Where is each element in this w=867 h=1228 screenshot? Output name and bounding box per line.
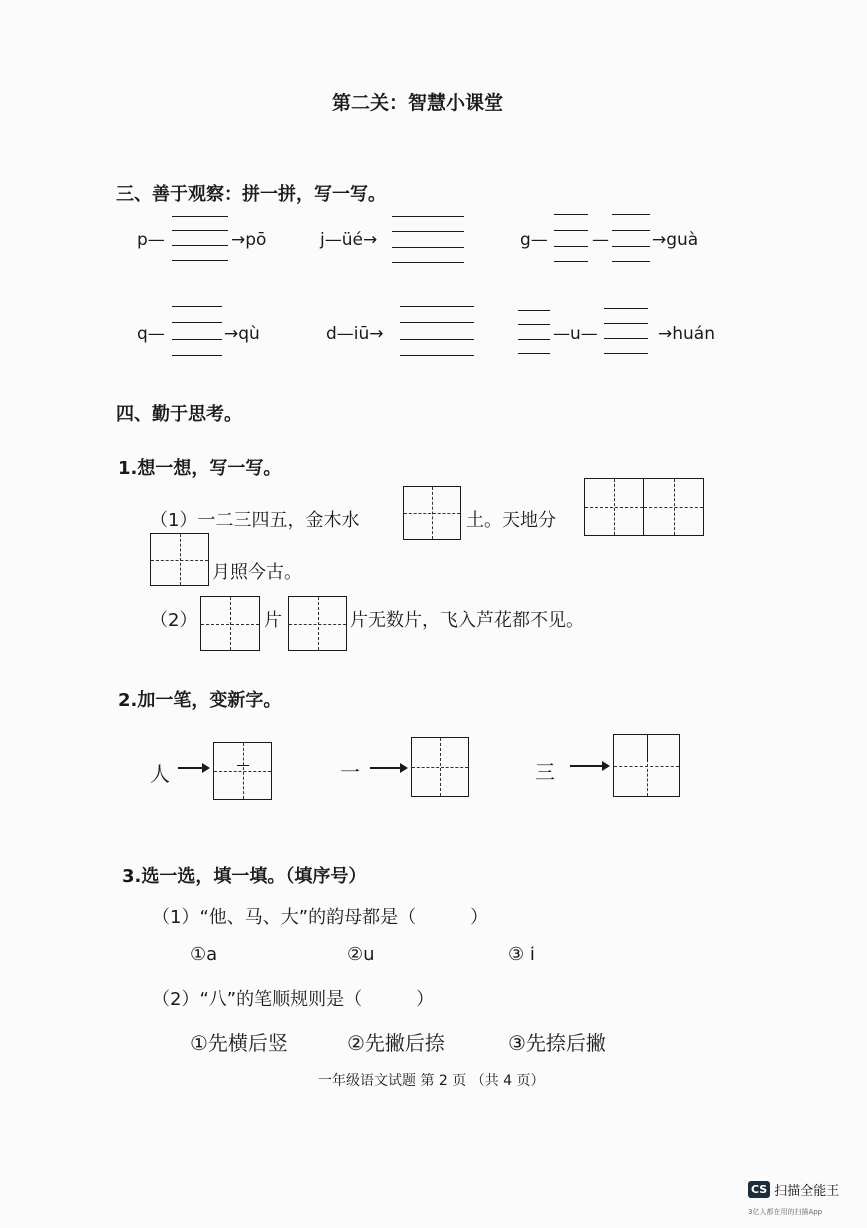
pinyin-right-4: →qù (224, 324, 260, 344)
scanner-badge-sub: 3亿人都在用的扫描App (748, 1208, 823, 1216)
pinyin-left-5: d—iū→ (326, 324, 384, 344)
pinyin-left-4: q— (137, 324, 165, 344)
q3-p1-option-3: ③ i (508, 944, 535, 965)
q1-line3-a: （2） (150, 610, 198, 631)
q1-line3-c: 片无数片，飞入芦花都不见。 (350, 610, 584, 631)
pinyin-left-2: j—üé→ (320, 230, 378, 250)
pinyin-right-3: →guà (652, 230, 699, 250)
page-title: 第二关：智慧小课堂 (332, 92, 504, 114)
pinyin-right-1: →pō (231, 230, 267, 250)
tianzi-box-6[interactable] (288, 596, 347, 651)
writing-lines-1 (172, 216, 228, 261)
arrow-icon (368, 760, 410, 776)
section3-heading: 三、善于观察：拼一拼，写一写。 (116, 184, 386, 205)
q1-line3-b: 片 (264, 610, 282, 631)
arrow-icon (568, 758, 612, 774)
q1-line2: 月照今古。 (212, 562, 302, 583)
pinyin-left-1: p— (137, 230, 165, 250)
section4-heading: 四、勤于思考。 (116, 404, 242, 425)
q3-p1-option-1: ①a (190, 944, 218, 965)
tianzi-box-9[interactable] (613, 734, 680, 797)
scanner-badge-name: 扫描全能王 (774, 1184, 840, 1199)
tianzi-box-3[interactable] (643, 478, 704, 536)
writing-lines-3b (612, 214, 650, 262)
q1-line1-a: （1）一二三四五，金木水 (150, 510, 360, 531)
tianzi-box-7[interactable] (213, 742, 272, 800)
q1-title: 1.想一想，写一写。 (118, 458, 282, 479)
pinyin-left-3: g— (520, 230, 548, 250)
pinyin-middle-3: — (592, 230, 609, 250)
q3-p2-option-3: ③先捺后撇 (508, 1031, 606, 1055)
writing-lines-3a (554, 214, 588, 262)
writing-lines-6b (604, 308, 648, 354)
q1-line1-b: 土。天地分 (466, 510, 556, 531)
q2-title: 2.加一笔，变新字。 (118, 690, 282, 711)
tianzi-box-1[interactable] (403, 486, 461, 540)
q3-title: 3.选一选，填一填。（填序号） (122, 866, 367, 887)
tianzi-box-2[interactable] (584, 478, 644, 536)
cs-logo-icon: CS (748, 1181, 770, 1198)
q2-char-3: 三 (535, 760, 555, 784)
tianzi-box-5[interactable] (200, 596, 260, 651)
q3-p2: （2）“八”的笔顺规则是（ ） (152, 989, 435, 1010)
q2-char-2: 一 (340, 760, 360, 784)
writing-lines-6a (518, 310, 550, 354)
scanner-badge (748, 1180, 839, 1199)
writing-lines-4 (172, 306, 222, 356)
writing-lines-5 (400, 306, 474, 356)
arrow-icon (176, 760, 212, 776)
pinyin-right-6: →huán (658, 324, 715, 344)
q3-p2-option-1: ①先横后竖 (190, 1031, 288, 1055)
pinyin-middle-6: —u— (553, 324, 598, 344)
tianzi-box-8[interactable] (411, 737, 469, 797)
q3-p1: （1）“他、马、大”的韵母都是（ ） (152, 907, 489, 928)
page-footer: 一年级语文试题 第 2 页 （共 4 页） (318, 1073, 545, 1089)
q3-p1-option-2: ②u (347, 944, 375, 965)
q3-p2-option-2: ②先撇后捺 (347, 1031, 445, 1055)
q2-char-1: 人 (150, 762, 170, 786)
writing-lines-2 (392, 216, 464, 263)
tianzi-box-4[interactable] (150, 533, 209, 586)
